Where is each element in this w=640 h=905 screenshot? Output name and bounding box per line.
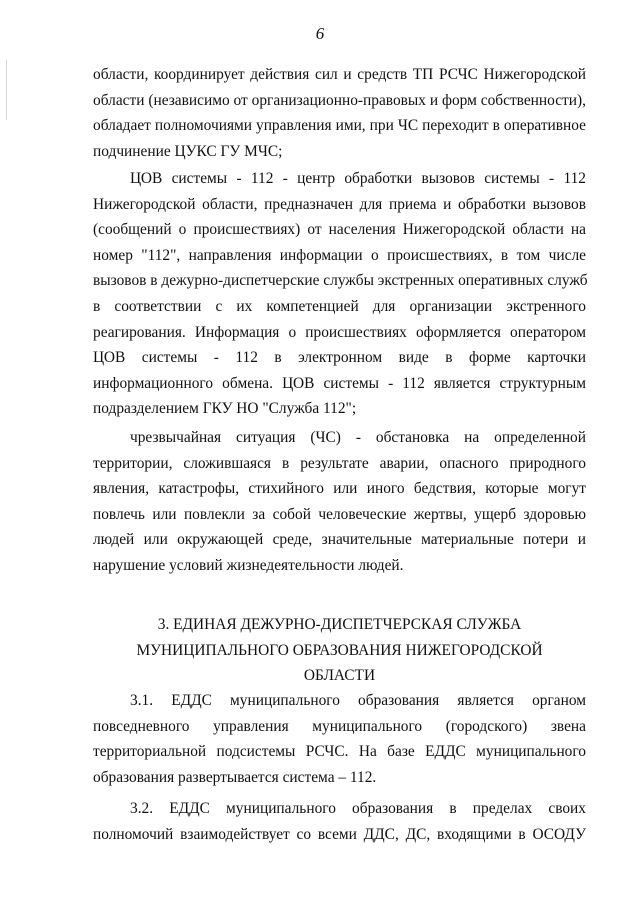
text-line: образования развертывается система – 112. <box>93 768 377 786</box>
text-line: (сообщений о происшествиях) от населения Нижегородской области на <box>93 221 586 239</box>
text-line: повлечь или повлекли за собой человеческие жертвы, ущерб здоровью <box>93 505 586 523</box>
text-line: полномочий взаимодействует со всеми ДДС, ДС, входящими в ОСОДУ <box>93 825 586 843</box>
text-line: явления, катастрофы, стихийного или иного бедствия, которые могут <box>93 480 586 498</box>
text-line: ЦОВ системы - 112 - центр обработки вызовов системы - 112 <box>130 170 586 187</box>
text-line: номер "112", направления информации о происшествиях, в том числе <box>93 246 586 264</box>
text-line: Нижегородской области, предназначен для приема и обработки вызовов <box>93 195 586 213</box>
text-line: реагирования. Информация о происшествиях оформляется оператором <box>93 323 586 341</box>
paragraph-3-2 <box>93 796 586 847</box>
text-line: обладает полномочиями управления ими, при ЧС переходит в оперативное <box>93 117 586 135</box>
text-line: людей или окружающей среде, значительные материальные потери и <box>93 531 586 549</box>
text-line: 3.2. ЕДДС муниципального образования в пределах своих <box>130 800 586 817</box>
section-heading <box>93 612 586 689</box>
text-line: чрезвычайная ситуация (ЧС) - обстановка на определенной <box>130 429 586 446</box>
text-line: 3.1. ЕДДС муниципального образования является органом <box>130 692 586 709</box>
text-line: области (независимо от организационно-правовых и форм собственности), <box>93 91 586 109</box>
text-line: нарушение условий жизнедеятельности людей. <box>93 556 404 574</box>
text-line: территориальной подсистемы РСЧС. На базе ЕДДС муниципального <box>93 743 586 761</box>
text-line: повседневного управления муниципального (городского) звена <box>93 717 586 735</box>
heading-line: 3. ЕДИНАЯ ДЕЖУРНО-ДИСПЕТЧЕРСКАЯ СЛУЖБА <box>157 616 522 633</box>
text-line: ЦОВ системы - 112 в электронном виде в форме карточки <box>93 349 586 367</box>
heading-line: ОБЛАСТИ <box>303 667 376 685</box>
text-line: подразделением ГКУ НО "Служба 112"; <box>93 400 357 418</box>
scan-edge-mark <box>6 60 7 120</box>
page-number: 6 <box>315 24 325 43</box>
text-line: в соответствии с их компетенцией для организации экстренного <box>93 297 586 315</box>
text-line: подчинение ЦУКС ГУ МЧС; <box>93 142 283 160</box>
text-line: территории, сложившаяся в результате аварии, опасного природного <box>93 454 586 472</box>
paragraph-3-1 <box>93 688 586 790</box>
paragraph-continuation <box>93 62 586 164</box>
paragraph-emergency-definition <box>93 425 586 579</box>
paragraph-cov-definition <box>93 166 586 422</box>
text-line: информационного обмена. ЦОВ системы - 112 является структурным <box>93 374 586 392</box>
text-line: области, координирует действия сил и средств ТП РСЧС Нижегородской <box>93 66 586 83</box>
text-line: вызовов в дежурно-диспетчерские службы экстренных оперативных служб <box>93 272 588 290</box>
heading-line: МУНИЦИПАЛЬНОГО ОБРАЗОВАНИЯ НИЖЕГОРОДСКОЙ <box>136 641 543 659</box>
